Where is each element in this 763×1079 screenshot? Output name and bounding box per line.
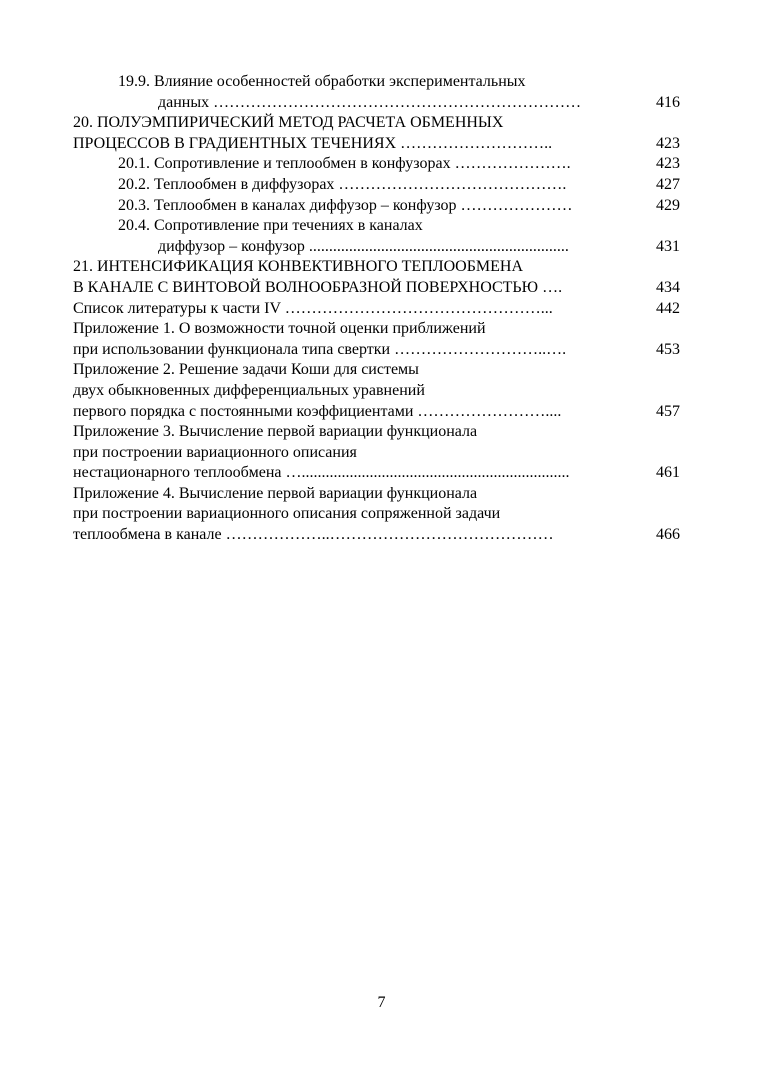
toc-entry-page: 457 [656, 402, 680, 420]
toc-line [0, 463, 763, 484]
toc-line [0, 113, 763, 134]
toc-line [0, 443, 763, 464]
toc-entry-text: 21. ИНТЕНСИФИКАЦИЯ КОНВЕКТИВНОГО ТЕПЛООБМЕНА [73, 258, 524, 276]
toc-entry-text: 20. ПОЛУЭМПИРИЧЕСКИЙ МЕТОД РАСЧЕТА ОБМЕННЫХ [73, 114, 504, 132]
toc-entry-page: 423 [656, 134, 680, 152]
toc-entry-page: 466 [656, 526, 680, 544]
toc-line [0, 237, 763, 258]
toc-entry-text: при построении вариационного описания сопряженной задачи [73, 505, 501, 523]
toc-entry-page: 442 [656, 299, 680, 317]
toc-entry-text: Список литературы к части IV …………………………………………... [73, 299, 553, 317]
toc-line [0, 278, 763, 299]
toc-entry-text: Приложение 2. Решение задачи Коши для системы [73, 361, 419, 379]
toc-line [0, 381, 763, 402]
toc-entry-text: ПРОЦЕССОВ В ГРАДИЕНТНЫХ ТЕЧЕНИЯХ ……………………….. [73, 134, 553, 152]
toc-entry-text: 19.9. Влияние особенностей обработки экспериментальных [118, 73, 526, 90]
page-number: 7 [377, 994, 386, 1011]
toc-entry-text: В КАНАЛЕ С ВИНТОВОЙ ВОЛНООБРАЗНОЙ ПОВЕРХНОСТЬЮ …. [73, 278, 563, 296]
toc-line [0, 154, 763, 175]
toc-line [0, 175, 763, 196]
toc-entry-page: 423 [656, 155, 680, 173]
toc-entry-text: диффузор – конфузор ................................................................. [158, 237, 569, 255]
toc-line [0, 504, 763, 525]
toc-entry-page: 453 [656, 340, 680, 358]
toc-line [0, 196, 763, 217]
toc-entry-text: теплообмена в канале ………………..…………………………………… [73, 526, 554, 544]
toc-entry-text: двух обыкновенных дифференциальных уравнений [73, 381, 425, 399]
table-of-contents [0, 72, 763, 546]
toc-entry-text: при использовании функционала типа свертки ………………………..…. [73, 340, 567, 358]
toc-entry-text: Приложение 4. Вычисление первой вариации функционала [73, 484, 478, 502]
toc-entry-page: 429 [656, 196, 680, 214]
toc-line [0, 319, 763, 340]
toc-entry-page: 461 [656, 464, 680, 482]
toc-line [0, 525, 763, 546]
toc-entry-text: 20.4. Сопротивление при течениях в каналах [118, 217, 423, 235]
toc-entry-text: 20.3. Теплообмен в каналах диффузор – конфузор ………………… [118, 196, 573, 214]
toc-entry-text: 20.1. Сопротивление и теплообмен в конфузорах …………………. [118, 155, 571, 173]
toc-entry-text: Приложение 1. О возможности точной оценки приближений [73, 320, 486, 338]
toc-entry-text: первого порядка с постоянными коэффициентами …………………….... [73, 402, 562, 420]
toc-line [0, 134, 763, 155]
toc-line [0, 340, 763, 361]
toc-line [0, 402, 763, 423]
toc-entry-text: нестационарного теплообмена …................................................................... [73, 464, 570, 482]
toc-entry-text: Приложение 3. Вычисление первой вариации функционала [73, 423, 478, 441]
toc-line [0, 93, 763, 114]
toc-line [0, 484, 763, 505]
toc-line [0, 216, 763, 237]
toc-entry-page: 427 [656, 175, 680, 193]
toc-line [0, 299, 763, 320]
toc-entry-text: при построении вариационного описания [73, 443, 357, 461]
toc-entry-page: 416 [656, 93, 680, 111]
toc-entry-text: 20.2. Теплообмен в диффузорах ……………………………………. [118, 175, 567, 193]
toc-entry-text: данных …………………………………………………………… [158, 93, 582, 111]
toc-entry-page: 431 [656, 237, 680, 255]
toc-line [0, 422, 763, 443]
toc-line [0, 360, 763, 381]
toc-line [0, 257, 763, 278]
toc-line [0, 72, 763, 93]
toc-entry-page: 434 [656, 278, 680, 296]
